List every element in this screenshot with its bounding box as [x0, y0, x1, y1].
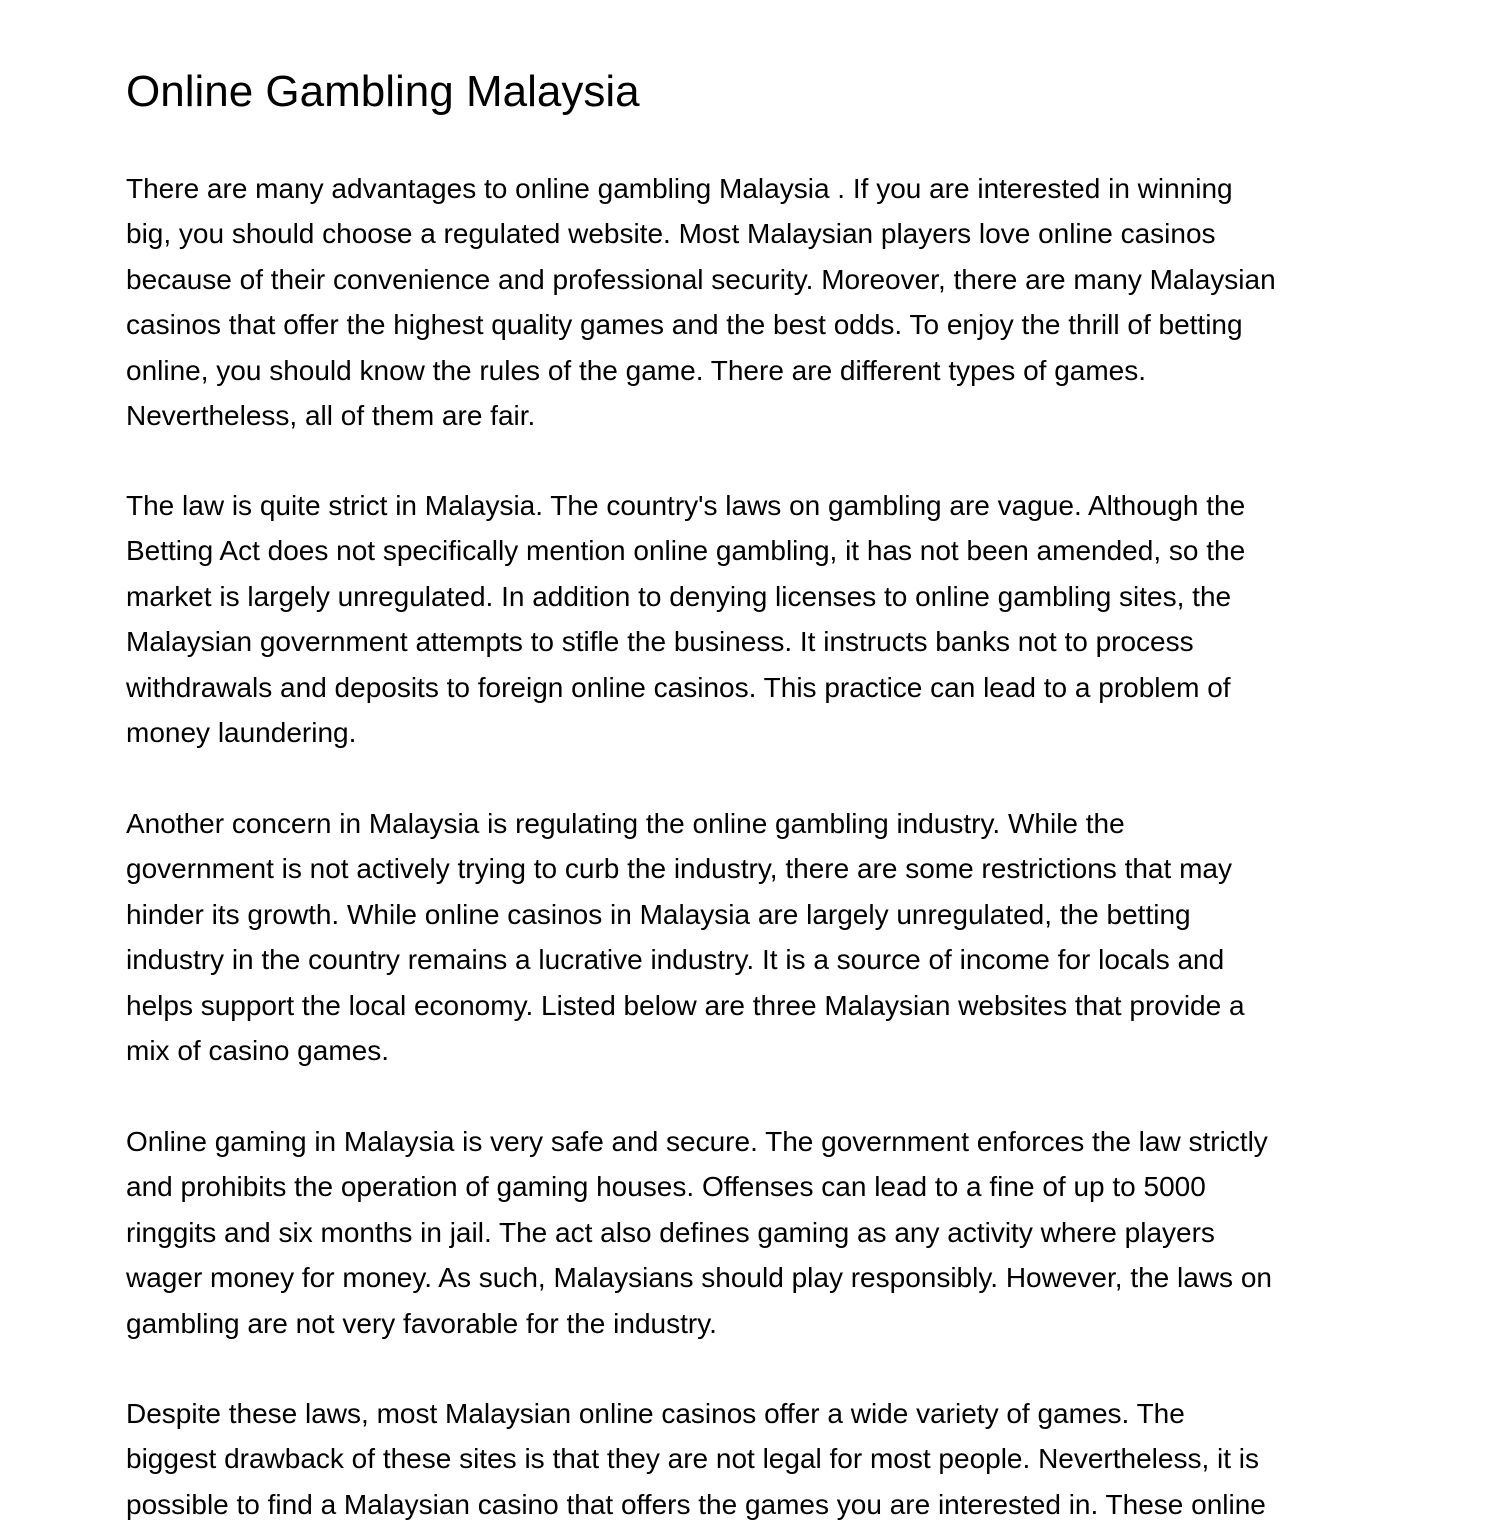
paragraph-line: wager money for money. As such, Malaysians should play responsibly. However, the laws on — [126, 1262, 1272, 1294]
paragraph-line: possible to find a Malaysian casino that offers the games you are interested in. These online — [126, 1488, 1266, 1520]
paragraph-line: government is not actively trying to curb the industry, there are some restrictions that may — [126, 853, 1232, 885]
paragraph-line: ringgits and six months in jail. The act also defines gaming as any activity where players — [126, 1216, 1215, 1248]
paragraph-2 — [126, 483, 1376, 755]
paragraph-5 — [126, 1391, 1376, 1527]
paragraph-line: casinos that offer the highest quality games and the best odds. To enjoy the thrill of betting — [126, 309, 1243, 341]
paragraph-line: Online gaming in Malaysia is very safe and secure. The government enforces the law strictly — [126, 1126, 1268, 1157]
paragraph-line: mix of casino games. — [126, 1035, 389, 1067]
paragraph-line: helps support the local economy. Listed below are three Malaysian websites that provide a — [126, 989, 1245, 1021]
paragraph-line: hinder its growth. While online casinos in Malaysia are largely unregulated, the betting — [126, 898, 1191, 930]
paragraph-line: Nevertheless, all of them are fair. — [126, 400, 536, 432]
paragraph-line: because of their convenience and professional security. Moreover, there are many Malaysian — [126, 263, 1276, 295]
paragraph-line: online, you should know the rules of the game. There are different types of games. — [126, 354, 1147, 386]
document-title: Online Gambling Malaysia — [126, 67, 640, 116]
paragraph-line: withdrawals and deposits to foreign online casinos. This practice can lead to a problem of — [126, 671, 1231, 703]
paragraph-line: Another concern in Malaysia is regulating the online gambling industry. While the — [126, 808, 1125, 839]
paragraph-line: Malaysian government attempts to stifle the business. It instructs banks not to process — [126, 626, 1194, 658]
paragraph-line: biggest drawback of these sites is that they are not legal for most people. Nevertheless, it is — [126, 1443, 1260, 1475]
paragraph-line: industry in the country remains a lucrative industry. It is a source of income for locals and — [126, 944, 1225, 976]
paragraph-line: There are many advantages to online gambling Malaysia . If you are interested in winning — [126, 173, 1233, 204]
paragraph-1 — [126, 166, 1376, 438]
paragraph-4 — [126, 1119, 1376, 1346]
paragraph-line: Betting Act does not specifically mention online gambling, it has not been amended, so the — [126, 535, 1246, 567]
paragraph-line: money laundering. — [126, 717, 357, 749]
paragraph-3 — [126, 801, 1376, 1073]
paragraph-line: Despite these laws, most Malaysian online casinos offer a wide variety of games. The — [126, 1398, 1185, 1429]
paragraph-line: big, you should choose a regulated website. Most Malaysian players love online casinos — [126, 218, 1216, 250]
paragraph-line: market is largely unregulated. In addition to denying licenses to online gambling sites, the — [126, 580, 1232, 612]
paragraph-line: and prohibits the operation of gaming houses. Offenses can lead to a fine of up to 5000 — [126, 1171, 1206, 1203]
paragraph-line: The law is quite strict in Malaysia. The country's laws on gambling are vague. Although the — [126, 490, 1246, 521]
paragraph-line: gambling are not very favorable for the industry. — [126, 1307, 717, 1339]
